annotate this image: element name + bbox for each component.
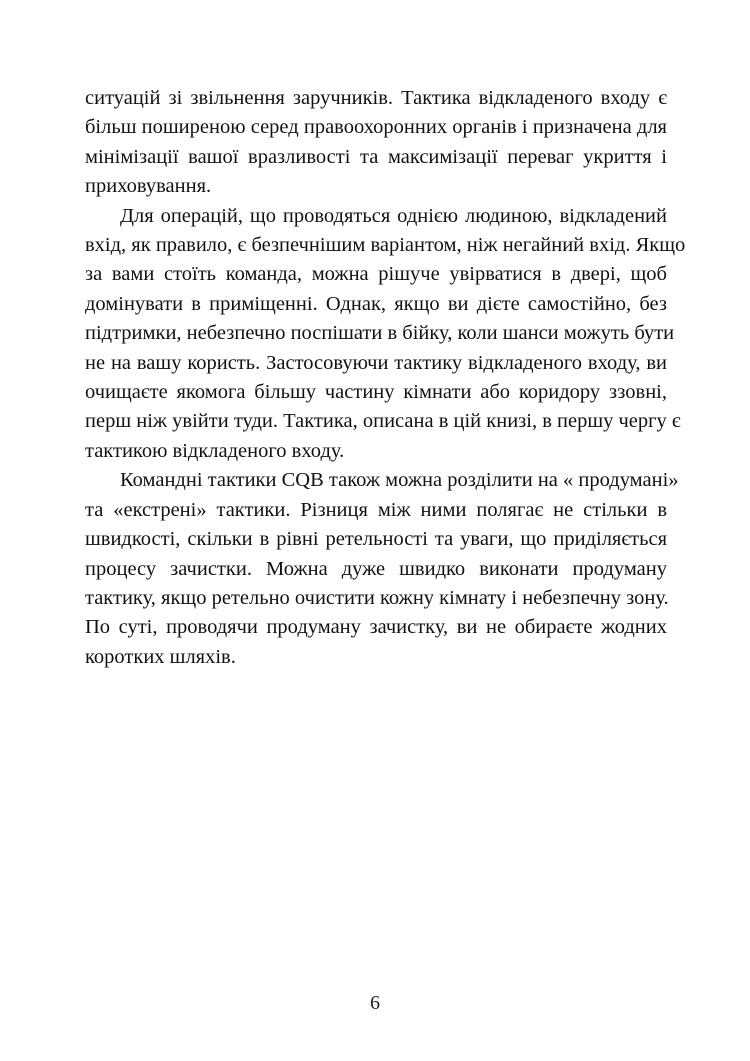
text-line: приховування. <box>85 175 212 198</box>
text-line: тактику, якщо ретельно очистити кожну кімнату і небезпечну зону. <box>85 586 669 609</box>
text-line: коротких шляхів. <box>85 645 236 668</box>
paragraph-1 <box>85 84 667 202</box>
text-line: процесу зачистки. Можна дуже швидко виконати продуману <box>85 557 667 580</box>
text-line: очищаєте якомога більшу частину кімнати або коридору ззовні, <box>85 381 667 404</box>
text-line: за вами стоїть команда, можна рішуче увірватися в двері, щоб <box>85 263 667 286</box>
text-line: більш поширеною серед правоохоронних органів і призначена для <box>85 116 667 139</box>
text-line: підтримки, небезпечно поспішати в бійку, коли шанси можуть бути <box>85 322 675 345</box>
text-line: не на вашу користь. Застосовуючи тактику відкладеного входу, ви <box>85 351 667 374</box>
body-text <box>85 84 686 672</box>
page-number: 6 <box>370 992 380 1014</box>
text-line: Командні тактики CQB також можна розділити на « продумані» <box>120 469 679 492</box>
paragraph-3 <box>85 466 679 672</box>
paragraph-2 <box>85 202 686 467</box>
text-line: тактикою відкладеного входу. <box>85 439 345 462</box>
text-line: швидкості, скільки в рівні ретельності та уваги, що приділяється <box>85 528 667 551</box>
text-line: Для операцій, що проводяться однією людиною, відкладений <box>120 204 667 227</box>
text-line: та «екстрені» тактики. Різниця між ними полягає не стільки в <box>85 498 667 521</box>
text-line: домінувати в приміщенні. Однак, якщо ви дієте самостійно, без <box>85 292 667 315</box>
text-line: ситуацій зі звільнення заручників. Тактика відкладеного входу є <box>85 87 667 109</box>
text-line: вхід, як правило, є безпечнішим варіантом, ніж негайний вхід. Якщо <box>85 234 686 257</box>
text-line: перш ніж увійти туди. Тактика, описана в цій книзі, в першу чергу є <box>85 410 681 433</box>
text-line: мінімізації вашої вразливості та максимізації переваг укриття і <box>85 145 667 168</box>
text-line: По суті, проводячи продуману зачистку, ви не обираєте жодних <box>85 616 667 639</box>
